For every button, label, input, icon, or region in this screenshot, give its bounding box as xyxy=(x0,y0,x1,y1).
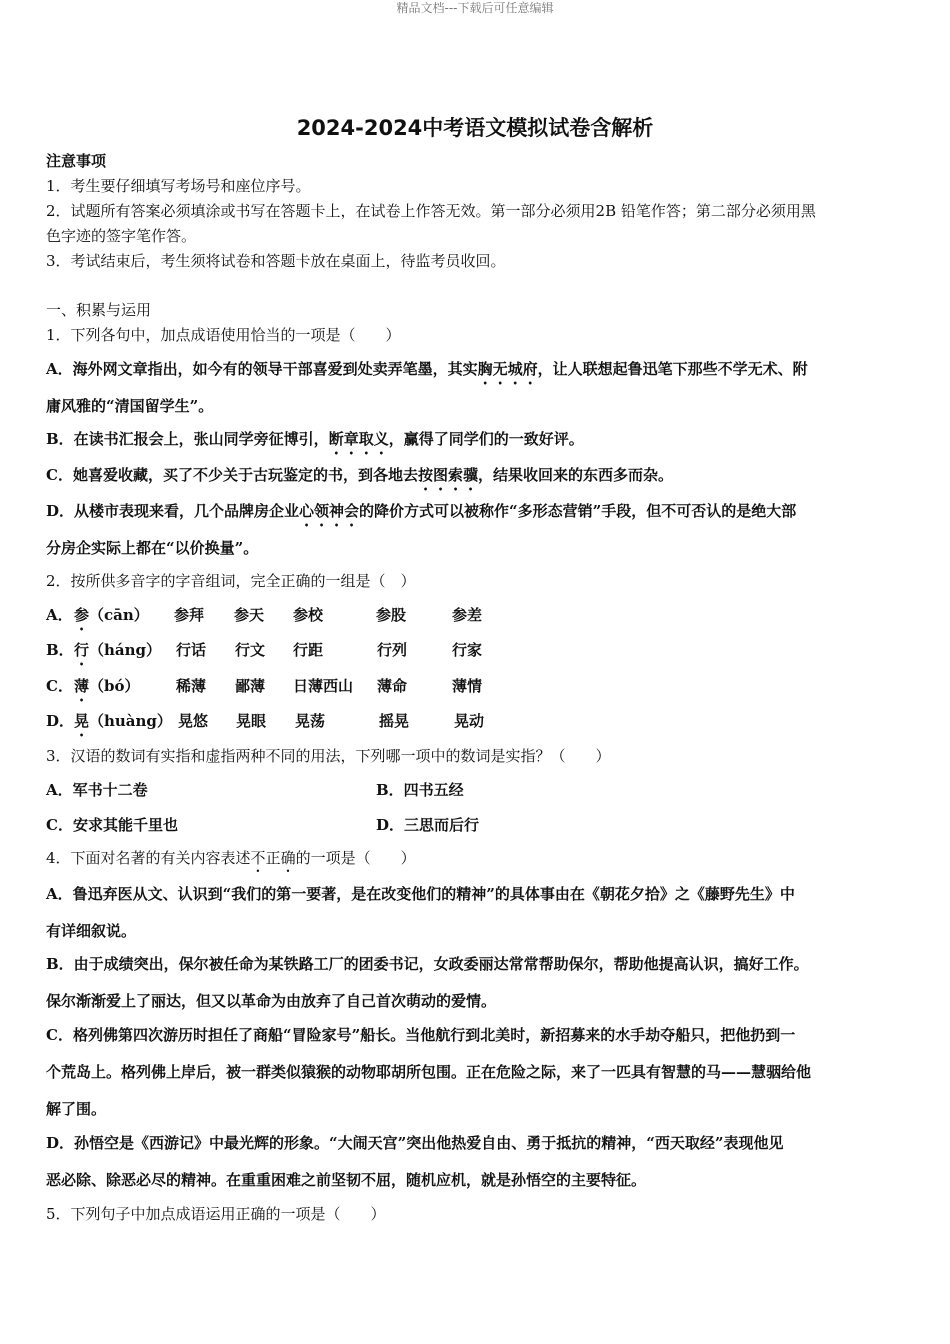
q2-c-word-4: 薄命 xyxy=(377,677,408,695)
notice-line-1: 1．考生要仔细填写考场号和座位序号。 xyxy=(46,177,311,195)
q4-option-d-cont: 恶必除、除恶必尽的精神。在重重困难之前坚韧不屈，随机应机，就是孙悟空的主要特征。 xyxy=(46,1171,647,1189)
q2-b-pinyin: （háng） xyxy=(89,641,162,659)
q1-option-a-cont: 庸风雅的“清国留学生”。 xyxy=(46,397,214,415)
q2-b-char: 行 xyxy=(74,641,90,659)
q2-b-word-5: 行家 xyxy=(452,641,483,659)
q2-d-word-5: 晃动 xyxy=(454,712,485,730)
q2-c-word-5: 薄情 xyxy=(452,677,483,695)
q2-d-char: 晃 xyxy=(74,712,90,730)
q3-c-text: C．安求其能千里也 xyxy=(46,816,178,834)
q2-d-word-3: 晃荡 xyxy=(295,712,326,730)
q4-option-c: C．格列佛第四次游历时担任了商船“冒险家号”船长。当他航行到北美时，新招募来的水手劫夺船只，把他扔到一 xyxy=(46,1026,796,1044)
q2-d-word-1: 晃悠 xyxy=(178,712,209,730)
q2-a-pinyin: （cān） xyxy=(89,606,149,624)
q3-a-text: A．军书十二卷 xyxy=(46,781,148,799)
q1-a-pre: A．海外网文章指出，如今有的领导干部喜爱到处卖弄笔墨，其实 xyxy=(46,360,478,378)
q1-b-idiom: 断章取义 xyxy=(328,430,389,448)
q2-a-char: 参 xyxy=(74,606,90,624)
q2-d-pinyin: （huàng） xyxy=(89,712,172,730)
q1-option-b xyxy=(46,428,584,458)
q1-a-idiom: 胸无城府 xyxy=(477,360,538,378)
q2-a-word-5: 参差 xyxy=(452,606,483,624)
q4-option-b-cont: 保尔渐渐爱上了丽达，但又以革命为由放弃了自己首次萌动的爱情。 xyxy=(46,992,497,1010)
q2-b-word-1: 行话 xyxy=(176,641,207,659)
q1-option-a xyxy=(46,358,808,388)
q3-option-d xyxy=(376,814,479,836)
section-heading: 一、积累与运用 xyxy=(46,301,152,319)
q2-c-word-2: 鄙薄 xyxy=(235,677,266,695)
q1-c-post: ，结果收回来的东西多而杂。 xyxy=(477,466,673,484)
q2-c-label: C． xyxy=(46,677,73,695)
q2-a-word-2: 参天 xyxy=(234,606,265,624)
q3-option-c xyxy=(46,814,178,836)
q2-c-word-3: 日薄西山 xyxy=(293,677,354,695)
q4-stem-pre: 4．下面对名著的有关内容表述 xyxy=(46,849,251,867)
q2-a-label: A． xyxy=(46,606,73,624)
q2-d-label: D． xyxy=(46,712,75,730)
notice-line-3: 3．考试结束后，考生须将试卷和答题卡放在桌面上，待监考员收回。 xyxy=(46,252,506,270)
q4-stem-dot-2: 确 xyxy=(280,849,296,867)
q1-c-pre: C．她喜爱收藏，买了不少关于古玩鉴定的书，到各地去 xyxy=(46,466,418,484)
q1-stem: 1．下列各句中，加点成语使用恰当的一项是（ ） xyxy=(46,326,401,344)
q1-option-c xyxy=(46,464,673,494)
q4-option-a: A．鲁迅弃医从文、认识到“我们的第一要著，是在改变他们的精神”的具体事由在《朝花夕拾》之《藤野先生》中 xyxy=(46,885,795,903)
q3-d-text: D．三思而后行 xyxy=(376,816,480,834)
q4-stem xyxy=(46,847,416,876)
q4-stem-dot-1: 不 xyxy=(250,849,266,867)
q1-d-idiom: 心领神会 xyxy=(299,502,360,520)
q4-stem-post: 的一项是（ ） xyxy=(295,849,416,867)
q2-c-word-1: 稀薄 xyxy=(176,677,207,695)
q4-option-c-cont-2: 解了围。 xyxy=(46,1100,107,1118)
q2-b-word-4: 行列 xyxy=(377,641,408,659)
q1-a-post: ，让人联想起鲁迅笔下那些不学无术、附 xyxy=(537,360,808,378)
q3-option-b xyxy=(376,779,464,801)
q2-d-word-4: 摇晃 xyxy=(379,712,410,730)
q3-option-a xyxy=(46,779,148,801)
q3-stem: 3．汉语的数词有实指和虚指两种不同的用法，下列哪一项中的数词是实指？（ ） xyxy=(46,747,611,765)
q2-d-word-2: 晃眼 xyxy=(236,712,267,730)
q1-option-d-cont: 分房企实际上都在“以价换量”。 xyxy=(46,539,259,557)
notice-heading: 注意事项 xyxy=(46,152,107,170)
q1-b-post: ，赢得了同学们的一致好评。 xyxy=(388,430,584,448)
q4-option-d: D．孙悟空是《西游记》中最光辉的形象。“大闹天宫”突出他热爱自由、勇于抵抗的精神，“西天取经”表现他见 xyxy=(46,1134,784,1152)
q1-option-d xyxy=(46,500,796,530)
q4-stem-mid: 正 xyxy=(265,849,281,867)
q4-option-b: B．由于成绩突出，保尔被任命为某铁路工厂的团委书记，女政委丽达常常帮助保尔，帮助他提高认识，搞好工作。 xyxy=(46,955,809,973)
q2-b-word-3: 行距 xyxy=(293,641,324,659)
q3-b-text: B．四书五经 xyxy=(376,781,464,799)
q1-d-post: 的降价方式可以被称作“多形态营销”手段，但不可否认的是绝大部 xyxy=(359,502,797,520)
page-title: 2024-2024中考语文模拟试卷含解析 xyxy=(296,116,654,140)
q2-stem: 2．按所供多音字的字音组词，完全正确的一组是（ ） xyxy=(46,572,416,590)
q2-b-word-2: 行文 xyxy=(235,641,266,659)
q5-stem: 5．下列句子中加点成语运用正确的一项是（ ） xyxy=(46,1205,386,1223)
q4-option-a-cont: 有详细叙说。 xyxy=(46,922,137,940)
q1-d-pre: D．从楼市表现来看，几个品牌房企业 xyxy=(46,502,300,520)
notice-line-2: 2．试题所有答案必须填涂或书写在答题卡上，在试卷上作答无效。第一部分必须用2B 铅笔作答；第二部分必须用黑 xyxy=(46,202,816,220)
q2-a-word-1: 参拜 xyxy=(174,606,205,624)
q4-option-c-cont-1: 个荒岛上。格列佛上岸后，被一群类似猿猴的动物耶胡所包围。正在危险之际，来了一匹具有智慧的马——慧骃给他 xyxy=(46,1063,812,1081)
q1-b-pre: B．在读书汇报会上，张山同学旁征博引， xyxy=(46,430,329,448)
q2-b-label: B． xyxy=(46,641,74,659)
q2-a-word-4: 参股 xyxy=(376,606,407,624)
q2-a-word-3: 参校 xyxy=(293,606,324,624)
q1-c-idiom: 按图索骥 xyxy=(417,466,478,484)
page-header: 精品文档---下载后可任意编辑 xyxy=(396,1,554,15)
q2-c-char: 薄 xyxy=(74,677,90,695)
notice-line-2-cont: 色字迹的签字笔作答。 xyxy=(46,227,197,245)
q2-c-pinyin: （bó） xyxy=(89,677,140,695)
